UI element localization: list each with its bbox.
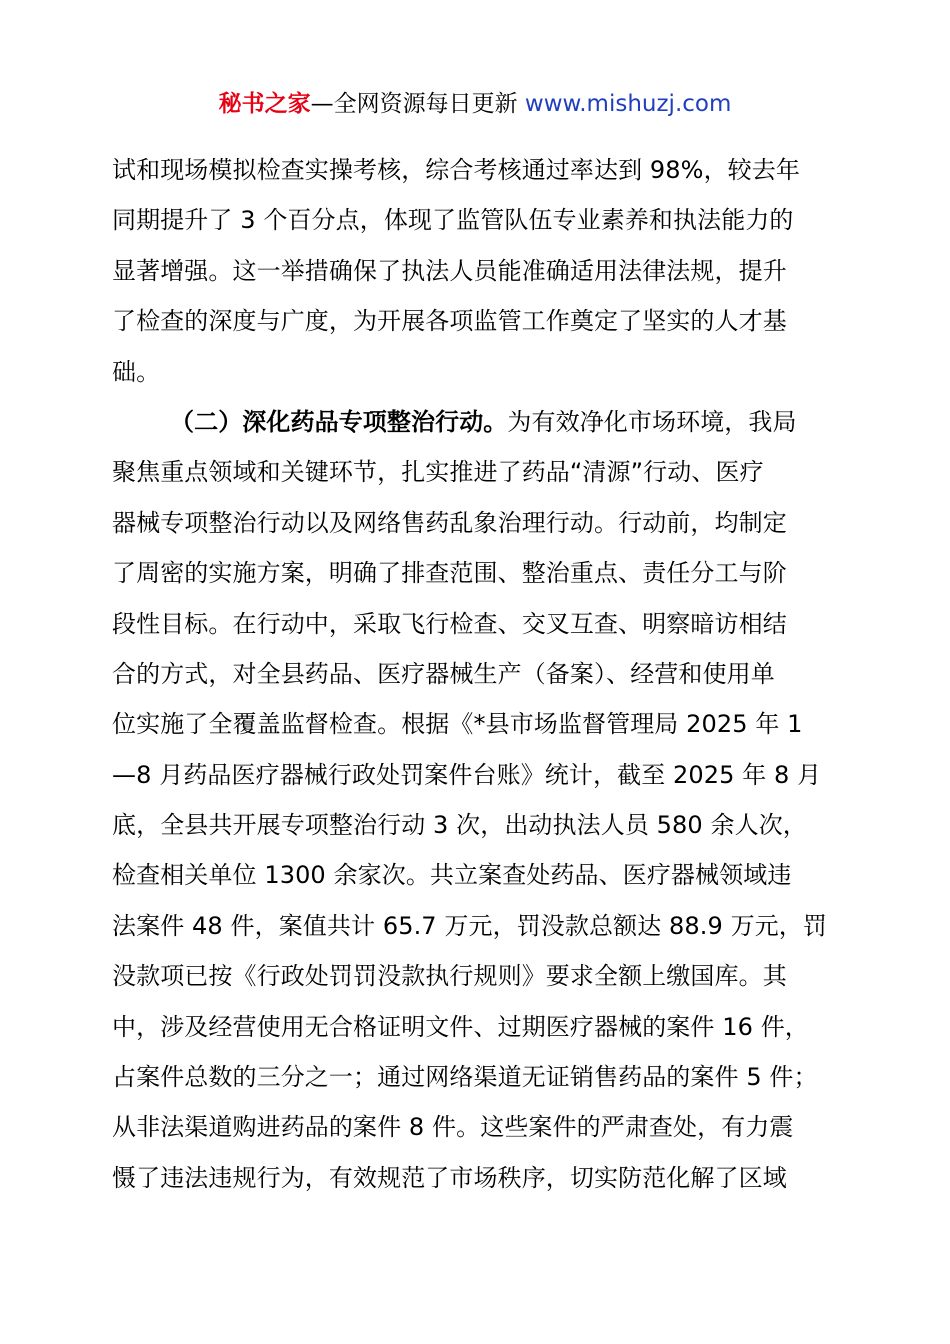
site-brand: 秘书之家 bbox=[218, 91, 311, 117]
text-line: 器械专项整治行动以及网络售药乱象治理行动。行动前，均制定 bbox=[112, 508, 787, 537]
text-line: 从非法渠道购进药品的案件 8 件。这些案件的严肃查处，有力震 bbox=[112, 1113, 794, 1142]
site-tagline: —全网资源每日更新 bbox=[310, 91, 525, 117]
text-line: 显著增强。这一举措确保了执法人员能准确适用法律法规，提升 bbox=[112, 256, 787, 285]
site-header bbox=[0, 88, 950, 120]
text-line: 试和现场模拟检查实操考核，综合考核通过率达到 98%，较去年 bbox=[112, 156, 800, 184]
text-line: 了检查的深度与广度，为开展各项监管工作奠定了坚实的人才基 bbox=[112, 307, 787, 336]
site-url-link[interactable]: www.mishuzj.com bbox=[524, 91, 732, 117]
text-line: 底，全县共开展专项整治行动 3 次，出动执法人员 580 余人次， bbox=[112, 811, 807, 840]
text-line: 慑了违法违规行为，有效规范了市场秩序，切实防范化解了区域 bbox=[112, 1163, 787, 1192]
section-2-first-line bbox=[112, 397, 848, 447]
text-line: 段性目标。在行动中，采取飞行检查、交叉互查、明察暗访相结 bbox=[112, 609, 787, 638]
text-line: 占案件总数的三分之一；通过网络渠道无证销售药品的案件 5 件； bbox=[112, 1063, 818, 1092]
text-line: 合的方式，对全县药品、医疗器械生产（备案）、经营和使用单 bbox=[112, 659, 775, 688]
section-2-lead-text: 为有效净化市场环境，我局 bbox=[507, 407, 797, 436]
text-line: 没款项已按《行政处罚罚没款执行规则》要求全额上缴国库。其 bbox=[112, 962, 787, 991]
text-line: 法案件 48 件，案值共计 65.7 万元，罚没款总额达 88.9 万元，罚 bbox=[112, 911, 827, 940]
text-line: 了周密的实施方案，明确了排查范围、整治重点、责任分工与阶 bbox=[112, 559, 787, 588]
text-line: —8 月药品医疗器械行政处罚案件台账》统计，截至 2025 年 8 月 bbox=[112, 760, 822, 789]
text-line: 检查相关单位 1300 余家次。共立案查处药品、医疗器械领域违 bbox=[112, 861, 792, 890]
text-line: 位实施了全覆盖监督检查。根据《*县市场监督管理局 2025 年 1 bbox=[112, 710, 803, 739]
section-2-heading: （二）深化药品专项整治行动。 bbox=[170, 407, 508, 436]
text-line: 础。 bbox=[112, 357, 161, 386]
text-line: 同期提升了 3 个百分点，体现了监管队伍专业素养和执法能力的 bbox=[112, 206, 794, 235]
text-line: 聚焦重点领域和关键环节，扎实推进了药品“清源”行动、医疗 bbox=[112, 458, 764, 487]
document-body bbox=[112, 145, 848, 1203]
text-line: 中，涉及经营使用无合格证明文件、过期医疗器械的案件 16 件， bbox=[112, 1012, 809, 1041]
